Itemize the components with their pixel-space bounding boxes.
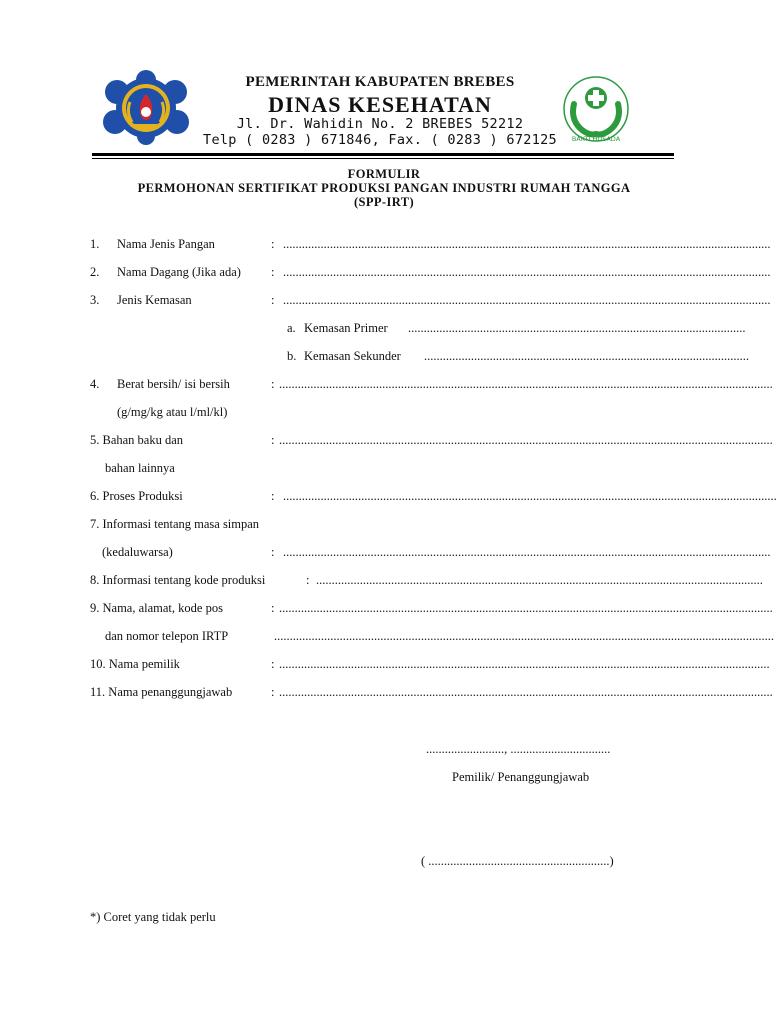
item-5-label: 5. Bahan baku dan xyxy=(90,433,184,447)
item-1-number: 1. xyxy=(90,237,100,251)
item-3a-letter: a. xyxy=(287,321,296,335)
item-4-field[interactable]: .............................................................................................................................................................. xyxy=(279,377,773,391)
item-11-field[interactable]: .............................................................................................................................................................. xyxy=(279,685,773,699)
item-6-colon: : xyxy=(271,489,275,503)
item-6-field[interactable]: .............................................................................................................................................................. xyxy=(283,489,777,503)
item-10-field[interactable]: ............................................................................................................................................................. xyxy=(279,657,770,671)
item-2-number: 2. xyxy=(90,265,100,279)
item-3-colon: : xyxy=(271,293,275,307)
form-code: (SPP-IRT) xyxy=(353,195,415,209)
item-4-label: Berat bersih/ isi bersih xyxy=(117,377,230,391)
item-1-label: Nama Jenis Pangan xyxy=(117,237,215,251)
header-rule-thick xyxy=(92,153,674,156)
item-3b-letter: b. xyxy=(287,349,297,363)
item-11-colon: : xyxy=(271,685,275,699)
agency-address: Jl. Dr. Wahidin No. 2 BREBES 52212 xyxy=(236,116,524,132)
item-9-field[interactable]: .............................................................................................................................................................. xyxy=(279,601,773,615)
item-8-colon: : xyxy=(306,573,310,587)
signature-name-field[interactable]: ( ..........................................................) xyxy=(421,854,614,868)
item-3-field[interactable]: ............................................................................................................................................................ xyxy=(283,293,771,307)
item-9-field-continued[interactable]: ................................................................................................................................................................ xyxy=(274,629,774,643)
form-subtitle: PERMOHONAN SERTIFIKAT PRODUKSI PANGAN INDUSTRI RUMAH TANGGA xyxy=(137,181,631,195)
item-2-field[interactable]: ............................................................................................................................................................ xyxy=(283,265,771,279)
item-9-label: 9. Nama, alamat, kode pos xyxy=(90,601,223,615)
item-5-colon: : xyxy=(271,433,275,447)
item-3a-field[interactable]: ............................................................................................................ xyxy=(408,321,746,335)
item-9-label-continued: dan nomor telepon IRTP xyxy=(105,629,229,643)
bakti-husada-text: BAKTI HUSADA xyxy=(571,135,621,143)
item-1-colon: : xyxy=(271,237,275,251)
item-5-label-continued: bahan lainnya xyxy=(105,461,175,475)
signature-place-date[interactable]: ........................., ................................ xyxy=(426,742,611,756)
item-3-number: 3. xyxy=(90,293,100,307)
brebes-emblem-logo xyxy=(100,72,192,144)
bakti-husada-logo xyxy=(556,74,636,144)
item-10-colon: : xyxy=(271,657,275,671)
agency-phone: Telp ( 0283 ) 671846, Fax. ( 0283 ) 672125 xyxy=(203,132,557,148)
item-6-label: 6. Proses Produksi xyxy=(90,489,183,503)
item-1-field[interactable]: ............................................................................................................................................................ xyxy=(283,237,771,251)
item-10-label: 10. Nama pemilik xyxy=(90,657,180,671)
item-3b-label: Kemasan Sekunder xyxy=(304,349,401,363)
item-8-field[interactable]: ............................................................................................................................................... xyxy=(316,573,763,587)
item-9-colon: : xyxy=(271,601,275,615)
agency-name: DINAS KESEHATAN xyxy=(268,92,492,117)
footnote: *) Coret yang tidak perlu xyxy=(90,910,216,924)
government-name: PEMERINTAH KABUPATEN BREBES xyxy=(245,74,515,90)
item-4-colon: : xyxy=(271,377,275,391)
item-3a-label: Kemasan Primer xyxy=(304,321,388,335)
item-11-label: 11. Nama penanggungjawab xyxy=(90,685,233,699)
signature-role: Pemilik/ Penanggungjawab xyxy=(452,770,590,784)
item-7-field[interactable]: ............................................................................................................................................................ xyxy=(283,545,771,559)
item-8-label: 8. Informasi tentang kode produksi xyxy=(90,573,266,587)
item-2-label: Nama Dagang (Jika ada) xyxy=(117,265,241,279)
item-4-unit-note: (g/mg/kg atau l/ml/kl) xyxy=(117,405,228,419)
item-4-number: 4. xyxy=(90,377,100,391)
item-3b-field[interactable]: ........................................................................................................ xyxy=(424,349,749,363)
form-title: FORMULIR xyxy=(347,167,421,181)
item-5-field[interactable]: .............................................................................................................................................................. xyxy=(279,433,773,447)
item-7-label: 7. Informasi tentang masa simpan xyxy=(90,517,260,531)
item-2-colon: : xyxy=(271,265,275,279)
item-7-label-continued: (kedaluwarsa) xyxy=(102,545,173,559)
item-3-label: Jenis Kemasan xyxy=(117,293,192,307)
header-rule-thin xyxy=(92,158,674,159)
item-7-colon: : xyxy=(271,545,275,559)
